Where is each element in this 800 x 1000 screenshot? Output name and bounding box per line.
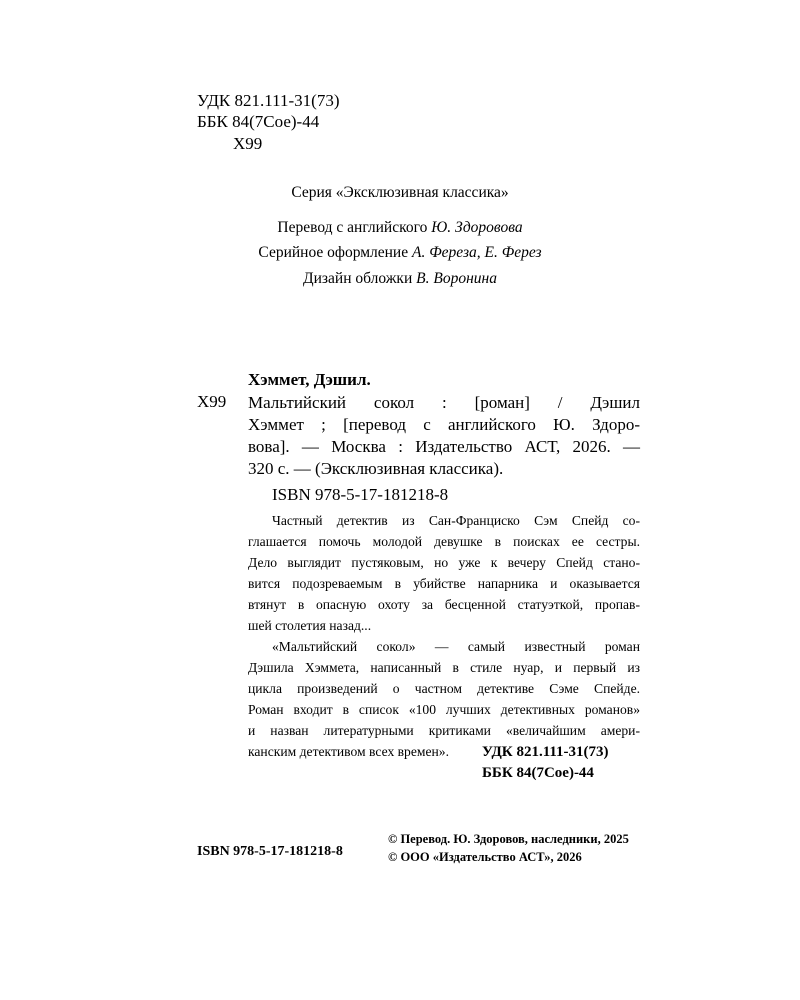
annotation-line: Дело выглядит пустяковым, но уже к вечеру Спейд стано- [248,555,640,570]
catalog-author: Хэммет, Дэшил. [248,370,371,389]
annotation-line: втянут в опасную охоту за бесценной статуэткой, пропав- [248,597,640,612]
bbk-code: ББК 84(7Сое)-44 [197,112,320,131]
catalog-code: Х99 [197,392,227,411]
credit-series-design [0,244,800,262]
annotation-line: цикла произведений о частном детективе Сэме Спейде. [248,681,640,696]
annotation-line: вится подозреваемым в убийстве напарника и оказывается [248,576,640,591]
credit-label: Перевод с английского [277,219,428,236]
author-mark: Х99 [233,134,263,153]
description-line: Мальтийский сокол : [роман] / Дэшил [248,393,640,412]
catalog-isbn: ISBN 978-5-17-181218-8 [272,485,449,504]
annotation-line: «Мальтийский сокол» — самый известный роман [272,639,640,654]
annotation-line: глашается помочь молодой девушке в поисках ее сестры. [248,534,640,549]
copyright-block [388,830,629,866]
annotation-line: Роман входит в список «100 лучших детективных романов» [248,702,640,717]
credit-name: Ю. Здоровова [431,219,523,236]
credit-label: Серийное оформление [258,244,409,261]
credit-name: А. Фереза, Е. Ферез [411,244,542,261]
footer-isbn: ISBN 978-5-17-181218-8 [197,844,343,859]
copyright-translation: © Перевод. Ю. Здоровов, наследники, 2025 [388,832,629,846]
copyright-publisher: © ООО «Издательство АСТ», 2026 [388,850,582,864]
annotation-line: Частный детектив из Сан-Франциско Сэм Спейд со- [272,513,640,528]
bottom-bbk: ББК 84(7Сое)-44 [482,765,594,781]
description-line: вова]. — Москва : Издательство АСТ, 2026. — [248,437,640,456]
bottom-udk: УДК 821.111-31(73) [482,744,609,760]
credit-translation [0,219,800,237]
udk-code: УДК 821.111-31(73) [197,91,340,110]
credit-cover-design [0,270,800,288]
description-line: 320 с. — (Эксклюзивная классика). [248,459,504,478]
credit-name: В. Воронина [416,270,497,287]
series-title: Серия «Эксклюзивная классика» [291,184,509,201]
credit-label: Дизайн обложки [303,270,413,287]
bottom-classification [482,742,609,784]
annotation-line: канским детективом всех времен». [248,744,449,759]
catalog-description [248,392,640,480]
annotation-line: Дэшила Хэммета, написанный в стиле нуар, и первый из [248,660,640,675]
annotation [248,510,640,762]
annotation-line: шей столетия назад... [248,618,372,633]
description-line: Хэммет ; [перевод с английского Ю. Здоро- [248,415,640,434]
annotation-line: и назван литературными критиками «величайшим амери- [248,723,640,738]
